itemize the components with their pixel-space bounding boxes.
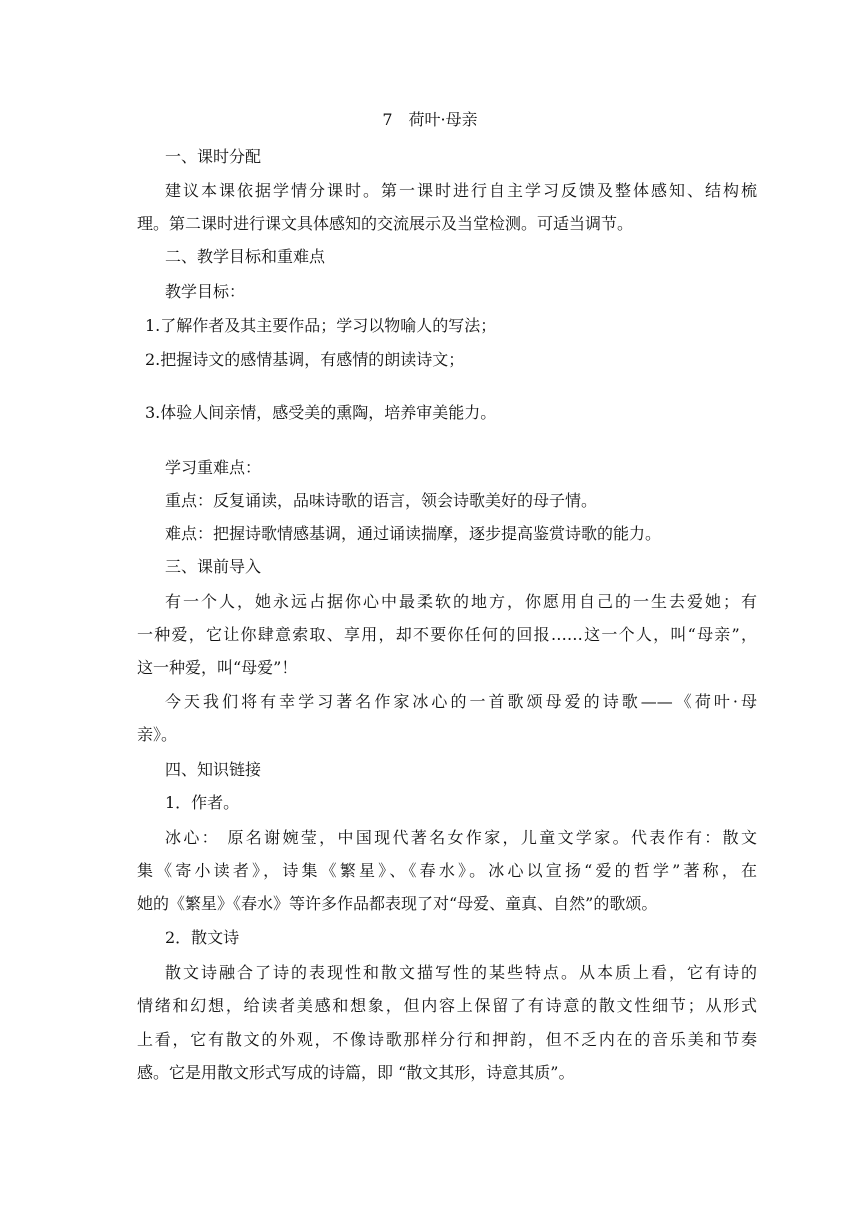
paragraph-line: 亲》。 <box>137 725 178 744</box>
difficult-point: 难点：把握诗歌情感基调，通过诵读揣摩，逐步提高鉴赏诗歌的能力。 <box>165 524 662 543</box>
section-heading-lesson-allocation: 一、课时分配 <box>165 147 262 166</box>
key-point: 重点：反复诵读，品味诗歌的语言，领会诗歌美好的母子情。 <box>165 491 598 510</box>
subheading-author: 1．作者。 <box>165 793 240 812</box>
section-heading-knowledge: 四、知识链接 <box>165 760 262 779</box>
paragraph-line: 建议本课依据学情分课时。第一课时进行自主学习反馈及整体感知、结构梳 <box>165 181 757 200</box>
paragraph-line: 有一个人，她永远占据你心中最柔软的地方，你愿用自己的一生去爱她；有 <box>165 592 757 611</box>
paragraph-line: 散文诗融合了诗的表现性和散文描写性的某些特点。从本质上看，它有诗的 <box>165 963 757 982</box>
key-points-label: 学习重难点： <box>165 458 262 477</box>
paragraph-line: 理。第二课时进行课文具体感知的交流展示及当堂检测。可适当调节。 <box>137 214 634 233</box>
section-heading-introduction: 三、课前导入 <box>165 557 262 576</box>
subheading-prose-poem: 2．散文诗 <box>165 928 240 947</box>
paragraph-line: 这一种爱，叫“母爱”！ <box>137 658 298 677</box>
objective-item: 1.了解作者及其主要作品；学习以物喻人的写法； <box>145 316 497 335</box>
section-heading-objectives: 二、教学目标和重难点 <box>165 247 326 266</box>
paragraph-line: 冰心： 原名谢婉莹，中国现代著名女作家，儿童文学家。代表作有：散文 <box>165 828 757 847</box>
objective-item: 2.把握诗文的感情基调，有感情的朗读诗文； <box>145 350 465 369</box>
paragraph-line: 今天我们将有幸学习著名作家冰心的一首歌颂母爱的诗歌——《荷叶·母 <box>165 692 757 711</box>
paragraph-line: 情绪和幻想，给读者美感和想象，但内容上保留了有诗意的散文性细节；从形式 <box>137 996 757 1015</box>
paragraph-line: 她的《繁星》《春水》等许多作品都表现了对“母爱、童真、自然”的歌颂。 <box>137 894 658 913</box>
paragraph-line: 感。它是用散文形式写成的诗篇，即 “散文其形，诗意其质”。 <box>137 1063 575 1082</box>
objective-item: 3.体验人间亲情，感受美的熏陶，培养审美能力。 <box>145 403 497 422</box>
paragraph-line: 集《寄小读者》，诗集《繁星》、《春水》。冰心以宣扬“爱的哲学”著称，在 <box>137 861 757 880</box>
objectives-label: 教学目标： <box>165 282 246 301</box>
document-title: 7 荷叶·母亲 <box>382 110 478 129</box>
paragraph-line: 一种爱，它让你肆意索取、享用，却不要你任何的回报……这一个人，叫“母亲”， <box>137 625 757 644</box>
paragraph-line: 上看，它有散文的外观，不像诗歌那样分行和押韵，但不乏内在的音乐美和节奏 <box>137 1030 757 1049</box>
